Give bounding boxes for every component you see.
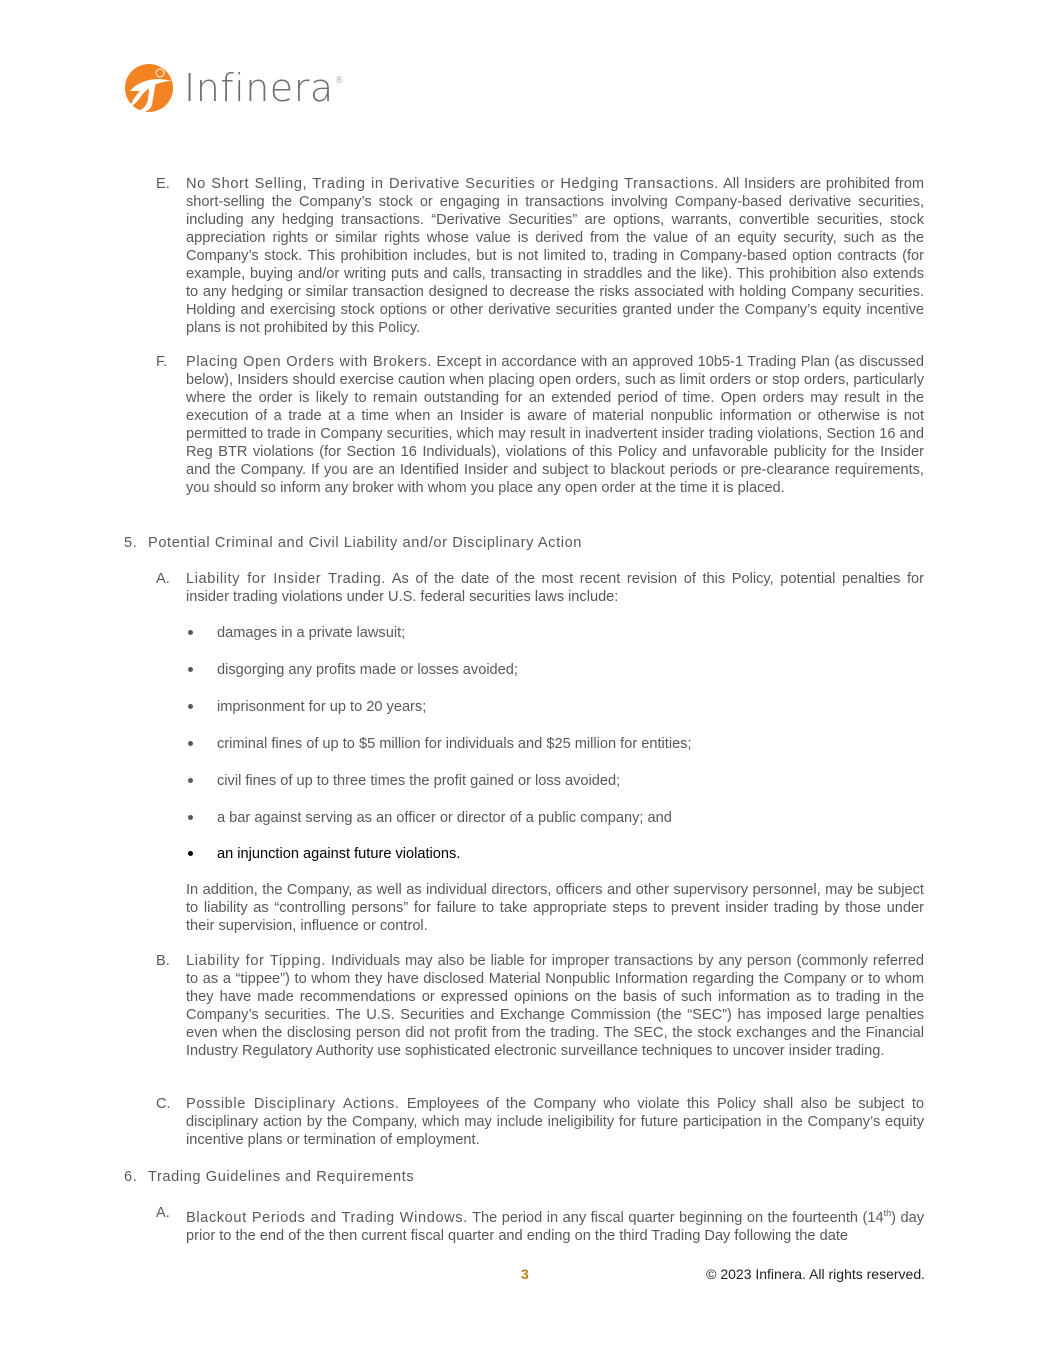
copyright-notice: © 2023 Infinera. All rights reserved. <box>706 1266 925 1282</box>
item-6a-body-start: The period in any fiscal quarter beginning on the fourteenth (14 <box>472 1209 884 1226</box>
item-6a-body-end: ) day prior to the end of the then current fiscal quarter and ending on the third Trading Day following the date <box>186 1209 924 1244</box>
section-6-title: Trading Guidelines and Requirements <box>148 1169 415 1185</box>
item-5a-paragraph <box>186 570 924 606</box>
item-6a-label: A. <box>156 1205 170 1221</box>
item-5c-label: C. <box>156 1096 171 1112</box>
item-5c-body: Employees of the Company who violate this Policy shall also be subject to disciplinary action by the Company, which may include ineligibility for future participation in the Company’s equity incentive plans or termination of employment. <box>186 1096 925 1148</box>
bullet-dot <box>188 704 193 709</box>
item-f-label: F. <box>156 354 168 370</box>
ordinal-superscript: th <box>883 1208 892 1218</box>
item-5c-heading: Possible Disciplinary Actions. <box>186 1096 400 1112</box>
item-6a-heading: Blackout Periods and Trading Windows. <box>186 1209 468 1226</box>
infinera-logo-icon <box>122 61 176 115</box>
item-5a-heading: Liability for Insider Trading. <box>186 571 386 587</box>
bullet-dot <box>188 851 193 856</box>
section-6-number: 6. <box>124 1169 138 1185</box>
company-logo <box>122 60 344 116</box>
item-5a-label: A. <box>156 571 170 587</box>
item-f-heading: Placing Open Orders with Brokers. <box>186 354 433 370</box>
penalty-bullet-1: damages in a private lawsuit; <box>217 625 406 641</box>
penalty-bullet-7: an injunction against future violations. <box>217 846 461 862</box>
item-f-body: Except in accordance with an approved 10b5-1 Trading Plan (as discussed below), Insiders should exercise caution when placing open orders, such as limit orders or stop orders, particularly where the order is likely to remain outstanding for an extended period of time. Open orders may result in the execution of a trade at a time when an Insider is aware of material nonpublic information or otherwise is not permitted to trade in Company securities, which may result in inadvertent insider trading violations, Section 16 and Reg BTR violations (for Section 16 Individuals), violations of this Policy and unfavorable publicity for the Insider and the Company. If you are an Identified Insider and subject to blackout periods or pre-clearance requirements, you should so inform any broker with whom you place any open order at the time it is placed. <box>186 354 924 496</box>
penalty-bullet-4: criminal fines of up to $5 million for individuals and $25 million for entities; <box>217 736 692 752</box>
penalty-bullet-2: disgorging any profits made or losses avoided; <box>217 662 518 678</box>
item-5b-body: Individuals may also be liable for improper transactions by any person (commonly referred to as a “tippee”) to whom they have disclosed Material Nonpublic Information regarding the Company or to whom they have made recommendations or expressed opinions on the basis of such information as to trading in the Company’s securities. The U.S. Securities and Exchange Commission (the “SEC”) has imposed large penalties even when the disclosing person did not profit from the trading. The SEC, the stock exchanges and the Financial Industry Regulatory Authority use sophisticated electronic surveillance techniques to uncover insider trading. <box>186 953 925 1059</box>
penalty-bullet-5: civil fines of up to three times the profit gained or loss avoided; <box>217 773 621 789</box>
item-e-heading: No Short Selling, Trading in Derivative Securities or Hedging Transactions. <box>186 176 719 192</box>
section-5-title: Potential Criminal and Civil Liability and/or Disciplinary Action <box>148 535 583 551</box>
section-5-number: 5. <box>124 535 138 551</box>
item-6a-paragraph <box>186 1204 924 1245</box>
penalty-bullet-3: imprisonment for up to 20 years; <box>217 699 427 715</box>
logo-wordmark: Infinera® <box>184 66 345 110</box>
page-number: 3 <box>521 1266 529 1282</box>
item-5b-heading: Liability for Tipping. <box>186 953 327 969</box>
controlling-persons-paragraph: In addition, the Company, as well as individual directors, officers and other supervisory personnel, may be subject to liability as “controlling persons” for failure to take appropriate steps to prevent insider trading by those under their supervision, influence or control. <box>186 882 924 934</box>
bullet-dot <box>188 815 193 820</box>
item-5b-paragraph <box>186 952 924 1060</box>
bullet-dot <box>188 741 193 746</box>
item-e-paragraph <box>186 175 924 337</box>
penalty-bullet-6: a bar against serving as an officer or director of a public company; and <box>217 810 672 826</box>
item-e-body: All Insiders are prohibited from short-selling the Company’s stock or engaging in transactions involving Company-based derivative securities, including any hedging transactions. “Derivative Securities” are options, warrants, convertible securities, stock appreciation rights or similar rights whose value is derived from the value of an equity security, such as the Company’s stock. This prohibition includes, but is not limited to, trading in Company-based option contracts (for example, buying and/or writing puts and calls, transacting in straddles and the like). This prohibition also extends to any hedging or similar transaction designed to decrease the risks associated with holding Company securities. Holding and exercising stock options or other derivative securities granted under the Company’s equity incentive plans is not prohibited by this Policy. <box>186 176 925 336</box>
item-f-paragraph <box>186 353 924 497</box>
item-5c-paragraph <box>186 1095 924 1149</box>
bullet-dot <box>188 630 193 635</box>
item-e-label: E. <box>156 176 170 192</box>
bullet-dot <box>188 667 193 672</box>
bullet-dot <box>188 778 193 783</box>
item-5b-label: B. <box>156 953 170 969</box>
item-5a-body: As of the date of the most recent revision of this Policy, potential penalties for insider trading violations under U.S. federal securities laws include: <box>186 571 925 605</box>
